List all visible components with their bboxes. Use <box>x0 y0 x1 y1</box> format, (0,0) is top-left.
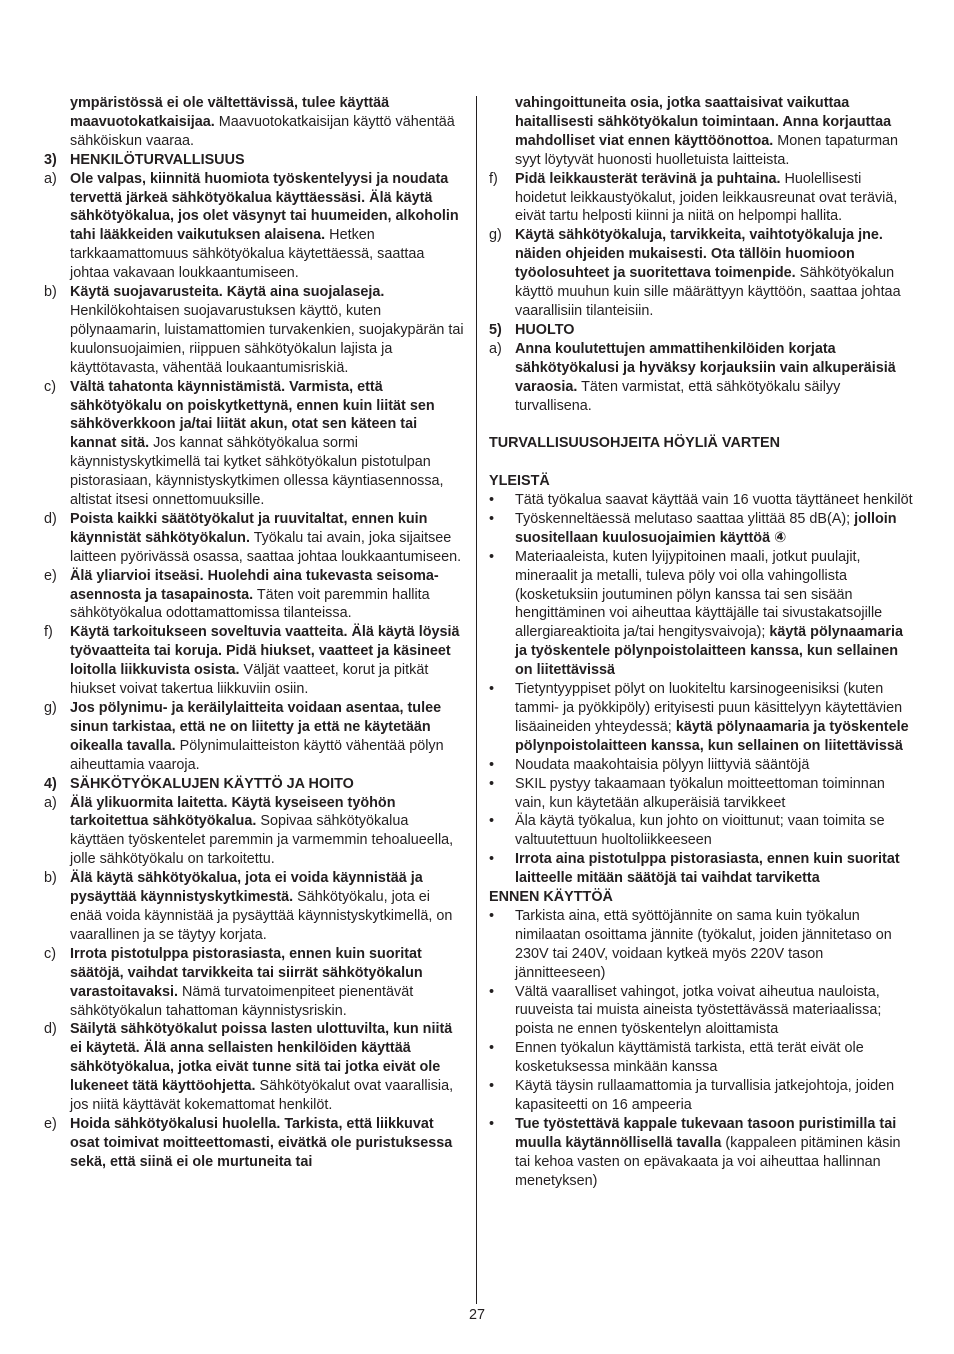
section-heading-personal-safety <box>44 151 464 170</box>
service-items <box>489 340 914 416</box>
bullet-text <box>515 850 914 888</box>
bullet-icon: • <box>489 983 495 1000</box>
bullet-pre-text: Äla käytä työkalua, kun johto on vioittunut; vaan toimita se valtuutettuun huoltoliikkeeseen <box>515 813 885 849</box>
item-text <box>70 623 464 699</box>
item-label: g) <box>489 227 502 244</box>
before-use-heading: ENNEN KÄYTTÖÄ <box>489 889 613 906</box>
item-bold-text: Pidä leikkausterät terävinä ja puhtaina. <box>515 170 781 187</box>
list-item <box>44 283 464 378</box>
bullet-bold-text: Tue työstettävä kappale tukevaan tasoon puristimilla tai muulla käytännöllisellä tavalla <box>515 1115 897 1151</box>
bullet-item <box>489 850 914 888</box>
item-label: d) <box>44 1021 57 1038</box>
item-text <box>70 794 464 870</box>
item-label: a) <box>44 170 57 187</box>
item-text <box>70 510 464 567</box>
item-bold-text: Irrota pistotulppa pistorasiasta, ennen kuin suoritat säätöjä, vaihdat tarvikkeita tai siirrät sähkötyökalun varastoitavaksi. <box>70 945 423 1000</box>
list-item <box>44 945 464 1021</box>
bullet-icon: • <box>489 813 495 830</box>
personal-safety-items <box>44 170 464 775</box>
continuation-bold: vahingoittuneita osia, jotka saattaisivat vaikuttaa haitallisesti sähkötyökalun toimintaan. Anna korjauttaa mahdolliset viat ennen käyttöönottoa. <box>515 95 892 149</box>
page-number: 27 <box>468 1307 485 1323</box>
bullet-item <box>489 812 914 850</box>
left-column <box>44 94 464 1172</box>
bullet-item <box>489 1039 914 1077</box>
bullet-text <box>515 1115 914 1191</box>
list-item <box>44 510 464 567</box>
bullet-pre-text: Vältä vaaralliset vahingot, jotka voivat aiheutua nauloista, ruuveista tai muista aineista työstettävässä materiaalissa; poista ne ennen työskentelyn aloittamista <box>515 983 882 1038</box>
tool-use-items-continued <box>489 170 914 321</box>
item-label: a) <box>44 794 57 811</box>
section-title: SÄHKÖTYÖKALUJEN KÄYTTÖ JA HOITO <box>70 775 354 792</box>
item-bold-text: Älä ylikuormita laitetta. Käytä kyseiseen työhön tarkoitettua sähkötyökalua. <box>70 794 396 830</box>
item-plain-text: Nämä turvatoimenpiteet pienentävät sähkötyökalun tahattoman käynnistysriskin. <box>70 983 414 1019</box>
item-plain-text: Sopivaa sähkötyökalua käyttäen työskentelet paremmin ja varmemmin tehoalueella, jolle sähkötyökalu on tarkoitettu. <box>70 813 454 868</box>
tool-use-items <box>44 794 464 1172</box>
item-text <box>515 226 914 321</box>
bullet-item <box>489 1115 914 1191</box>
list-item <box>44 794 464 870</box>
continuation-text: Monen tapaturman syyt löytyvät huonosti huolletuista laitteista. <box>515 132 899 168</box>
item-text <box>70 567 464 624</box>
continuation-paragraph <box>489 94 914 170</box>
item-plain-text: Väljät vaatteet, korut ja pitkät hiukset voivat takertua liikkuviin osiin. <box>70 662 429 698</box>
item-text <box>70 699 464 775</box>
bullet-pre-text: SKIL pystyy takaamaan työkalun moitteettoman toiminnan vain, kun käytetään alkuperäisiä tarvikkeet <box>515 775 885 811</box>
bullet-icon: • <box>489 1040 495 1057</box>
bullet-pre-text: Tätä työkalua saavat käyttää vain 16 vuotta täyttäneet henkilöt <box>515 492 913 508</box>
item-label: b) <box>44 870 57 887</box>
list-item <box>44 170 464 283</box>
bullet-text <box>515 1077 914 1115</box>
item-label: c) <box>44 945 56 962</box>
list-item <box>44 567 464 624</box>
bullet-item <box>489 1077 914 1115</box>
item-text <box>70 869 464 945</box>
bullet-icon: • <box>489 756 495 773</box>
bullet-item <box>489 680 914 756</box>
list-item <box>44 378 464 510</box>
bullet-pre-text: Tarkista aina, että syöttöjännite on sama kuin työkalun nimilaatan osoittama jännite (työkalut, joiden jännitetaso on 230V tai 240V, voidaan kytkeä myös 220V tason jännitteeseen) <box>515 907 892 981</box>
continuation-text: Maavuotokatkaisijan käyttö vähentää sähköiskun vaaraa. <box>70 113 455 149</box>
bullet-item <box>489 548 914 680</box>
item-plain-text: Sähkötyökalun käyttö muuhun kuin sille määrättyyn käyttöön, saattaa johtaa vaarallisiin tilanteisiin. <box>515 265 901 319</box>
bullet-text <box>515 775 914 813</box>
item-bold-text: Hoida sähkötyökalusi huolella. Tarkista, että liikkuvat osat toimivat moitteettomasti, eivätkä ole puristuksessa sekä, että siinä ei ole murtuneita tai <box>70 1115 453 1170</box>
item-plain-text: Jos kannat sähkötyökalua sormi käynnistyskytkimellä tai kytket sähkötyökalun pistotulpan pistorasiaan, käynnistyskytkimen ollessa käyntiasennossa, altistat itsesi onnettomuuksille. <box>70 435 444 509</box>
bullet-text <box>515 907 914 983</box>
item-bold-text: Käytä tarkoitukseen soveltuvia vaatteita. Älä käytä löysiä työvaatteita tai koruja. Pidä hiukset, vaatteet ja käsineet loitolla liikkuvista osista. <box>70 624 460 679</box>
bullet-pre-text: Ennen työkalun käyttämistä tarkista, että terät eivät ole kosketuksessa minkään kanssa <box>515 1040 864 1076</box>
bullet-text <box>515 510 914 548</box>
item-plain-text: Työkalu tai avain, joka sijaitsee laitteen pyörivässä osassa, saattaa johtaa loukkaantumiseen. <box>70 529 462 565</box>
item-text <box>515 170 914 227</box>
item-label: g) <box>44 700 57 716</box>
item-text <box>515 340 914 416</box>
list-item <box>44 699 464 775</box>
bullet-text <box>515 812 914 850</box>
item-plain-text: Hetken tarkkaamattomuus sähkötyökalua käytettäessä, saattaa johtaa vakavaan loukkaantumiseen. <box>70 227 425 282</box>
item-bold-text: Säilytä sähkötyökalut poissa lasten ulottuvilta, kun niitä ei käytetä. Älä anna sellaisten henkilöiden käyttää sähkötyökalua, jotka eivät tunne sitä tai jotka eivät ole lukeneet tätä käyttöohjetta. <box>70 1021 453 1095</box>
item-label: f) <box>44 624 53 641</box>
bullet-pre-text: Tietyntyyppiset pölyt on luokiteltu karsinogeenisiksi (kuten tammi- ja pyökkipöly) erityisesti puun käsittelyyn käytettävien lisäaineiden yhteydessä; <box>515 681 903 735</box>
bullet-item <box>489 510 914 548</box>
list-item <box>44 1020 464 1115</box>
item-bold-text: Vältä tahatonta käynnistämistä. Varmista, että sähkötyökalu on poiskytkettynä, ennen kuin liität sen sähköverkkoon ja/tai liität akun, otat sen käteen tai kannat sitä. <box>70 378 435 452</box>
bullet-item <box>489 491 914 510</box>
item-label: e) <box>44 1115 57 1132</box>
item-label: e) <box>44 567 57 584</box>
section-number: 5) <box>489 321 502 338</box>
continuation-paragraph <box>44 94 464 151</box>
item-label: d) <box>44 510 57 527</box>
bullet-text <box>515 983 914 1040</box>
item-bold-text: Älä yliarvioi itseäsi. Huolehdi aina tukevasta seisoma-asennosta ja tasapainosta. <box>70 567 439 603</box>
item-plain-text: Pölynimulaitteiston käyttö vähentää pölyn aiheuttamia vaaroja. <box>70 737 444 773</box>
bullet-text <box>515 491 914 510</box>
bullet-item <box>489 907 914 983</box>
column-divider <box>476 96 477 1304</box>
section-title: HENKILÖTURVALLISUUS <box>70 151 245 168</box>
continuation-bold: ympäristössä ei ole vältettävissä, tulee käyttää maavuotokatkaisijaa. <box>70 95 390 130</box>
bullet-icon: • <box>489 548 495 565</box>
list-item <box>489 340 914 416</box>
general-heading: YLEISTÄ <box>489 473 550 490</box>
right-column <box>489 94 914 1191</box>
section-heading-service <box>489 321 914 340</box>
bullet-item <box>489 756 914 775</box>
main-heading: TURVALLISUUSOHJEITA HÖYLIÄ VARTEN <box>489 435 781 452</box>
bullet-text <box>515 680 914 756</box>
item-bold-text: Ole valpas, kiinnitä huomiota työskentelyysi ja noudata tervettä järkeä sähkötyökalua käyttäessäsi. Älä käytä sähkötyökalua, jos olet väsynyt tai huumeiden, alkoholin tahi lääkkeiden vaikutuksen alaisena. <box>70 170 459 244</box>
bullet-icon: • <box>489 1115 495 1132</box>
bullet-icon: • <box>489 510 495 527</box>
bullet-item <box>489 983 914 1040</box>
bullet-icon: • <box>489 775 495 792</box>
item-label: f) <box>489 170 498 187</box>
item-label: c) <box>44 378 56 395</box>
item-bold-text: Käytä suojavarusteita. Käytä aina suojalaseja. <box>70 284 385 301</box>
section-title: HUOLTO <box>515 321 575 338</box>
bullet-post-text: (kappaleen pitäminen käsin tai kehoa vasten on epävakaata ja voi aiheuttaa hallinnan menetyksen) <box>515 1134 901 1189</box>
item-bold-text: Anna koulutettujen ammattihenkilöiden korjata sähkötyökalusi ja hyväksy korjauksiin vain alkuperäisiä varaosia. <box>515 340 896 395</box>
item-bold-text: Älä käytä sähkötyökalua, jota ei voida käynnistää ja pysäyttää käynnistyskytkimestä. <box>70 870 423 906</box>
bullet-icon: • <box>489 1078 495 1095</box>
before-use-bullet-list <box>489 907 914 1191</box>
item-text <box>70 170 464 283</box>
item-plain-text: Henkilökohtaisen suojavarustuksen käyttö, kuten pölynaamarin, luistamattomien turvakenkien, suojakypärän tai kuulonsuojaimien, riippuen sähkötyökalun lajista ja käyttötavasta, vähentää loukaantumisriskiä. <box>70 302 464 376</box>
bullet-text <box>515 1039 914 1077</box>
item-bold-text: Poista kaikki säätötyökalut ja ruuvitaltat, ennen kuin käynnistät sähkötyökalun. <box>70 510 428 546</box>
item-text <box>70 1020 464 1115</box>
item-text <box>70 1115 464 1172</box>
item-text <box>70 378 464 510</box>
bullet-bold-text: Irrota aina pistotulppa pistorasiasta, ennen kuin suoritat laitteelle mitään säätöjä tai vaihdat tarviketta <box>515 851 900 887</box>
spacer <box>489 415 914 434</box>
section-number: 3) <box>44 151 57 168</box>
section-heading-tool-use <box>44 775 464 794</box>
bullet-bold-text: jolloin suositellaan kuulosuojaimien käyttöä ④ <box>515 510 897 546</box>
bullet-item <box>489 775 914 813</box>
list-item <box>489 226 914 321</box>
bullet-text <box>515 548 914 680</box>
bullet-pre-text: Käytä täysin rullaamattomia ja turvallisia jatkejohtoja, joiden kapasiteetti on 16 ampeeria <box>515 1078 895 1113</box>
item-text <box>70 945 464 1021</box>
item-label: b) <box>44 284 57 301</box>
bullet-bold-text: käytä pölynaamaria ja työskentele pölynpoistolaitteen kanssa, kun sellainen on liitettävissä <box>515 718 909 754</box>
bullet-bold-text: käytä pölynaamaria ja työskentele pölynpoistolaitteen kanssa, kun sellainen on liitettävissä <box>515 624 903 679</box>
item-plain-text: Huolellisesti hoidetut leikkaustyökalut, joiden leikkausreunat ovat teräviä, eivät tartu helposti kiinni ja niitä on helpompi hallita. <box>515 170 898 225</box>
list-item <box>44 623 464 699</box>
spacer <box>489 453 914 472</box>
item-plain-text: Sähkötyökalu, jota ei enää voida käynnistää ja pysäyttää käynnistyskytkimellä, on vaarallinen ja se täytyy korjata. <box>70 889 453 943</box>
item-label: a) <box>489 340 502 357</box>
list-item <box>44 1115 464 1172</box>
bullet-pre-text: Materiaaleista, kuten lyijypitoinen maali, jotkut puulajit, mineraalit ja metalli, tuleva pöly voi olla vahingollista (kosketuksiin joutuminen pölyn kanssa tai sen sisään hengittäminen voi aiheuttaa käyttäjälle tai sivustakatsojille allergiareaktioita ja/tai hengitysvaivoja); <box>515 548 883 641</box>
general-bullet-list <box>489 491 914 888</box>
item-plain-text: Sähkötyökalut ovat vaarallisia, jos niitä käyttävät kokemattomat henkilöt. <box>70 1078 454 1114</box>
list-item <box>489 170 914 227</box>
list-item <box>44 869 464 945</box>
section-number: 4) <box>44 775 57 792</box>
bullet-icon: • <box>489 681 495 698</box>
item-text <box>70 283 464 378</box>
bullet-pre-text: Työskenneltäessä melutaso saattaa ylittää 85 dB(A); <box>515 510 855 527</box>
item-plain-text: Täten varmistat, että sähkötyökalu säilyy turvallisena. <box>515 378 841 414</box>
bullet-icon: • <box>489 492 495 508</box>
item-bold-text: Käytä sähkötyökaluja, tarvikkeita, vaihtotyökaluja jne. näiden ohjeiden mukaisesti. Ota tällöin huomioon työolosuhteet ja suoritettava toimenpide. <box>515 227 883 282</box>
bullet-pre-text: Noudata maakohtaisia pölyyn liittyviä sääntöjä <box>515 756 810 773</box>
bullet-text <box>515 756 914 775</box>
item-bold-text: Jos pölynimu- ja keräilylaitteita voidaan asentaa, tulee sinun tarkistaa, että ne on liitetty ja että ne käytetään oikealla tavalla. <box>70 700 442 754</box>
bullet-icon: • <box>489 851 495 868</box>
bullet-icon: • <box>489 907 495 924</box>
item-plain-text: Täten voit paremmin hallita sähkötyökalua odottamattomissa tilanteissa. <box>70 586 430 622</box>
